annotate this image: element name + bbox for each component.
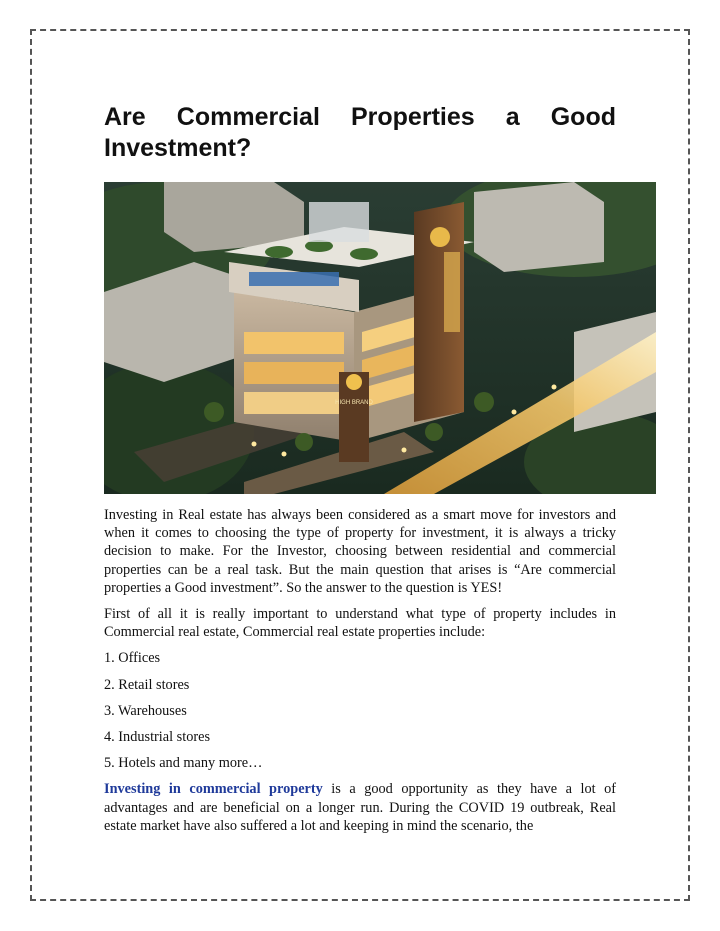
paragraph-1: Investing in Real estate has always been considered as a smart move for investors and when it comes to choosing the type of property for investment, it is always a tricky decision to make. For the Investor, choosing between residential and commercial properties can be a real task. But the main question that arises is “Are commercial properties a Good investment”. So the answer to the question is YES! xyxy=(104,507,616,596)
title-line-2: Investment? xyxy=(104,134,252,162)
paragraph-3-text: is a good opportunity as they have a lot of advantages and are beneficial on a longer run. During the COVID 19 outbreak, Real estate market have also suffered a lot and keeping in mind the scenario, the xyxy=(104,781,616,834)
list-item: 2. Retail stores xyxy=(104,676,190,693)
page-title xyxy=(104,102,616,164)
title-line-1: Are Commercial Properties a Good xyxy=(104,103,616,131)
document-content xyxy=(104,102,616,843)
commercial-property-link[interactable]: Investing in commercial property xyxy=(104,781,323,798)
commercial-building-image xyxy=(104,182,656,494)
article-body xyxy=(104,506,616,835)
list-item: 1. Offices xyxy=(104,650,161,667)
building-illustration xyxy=(104,182,656,494)
paragraph-2: First of all it is really important to understand what type of property includes in Commercial real estate, Commercial real estate properties include: xyxy=(104,606,616,641)
list-item: 4. Industrial stores xyxy=(104,729,211,746)
list-item: 3. Warehouses xyxy=(104,702,187,719)
paragraph-3 xyxy=(104,780,616,835)
list-item: 5. Hotels and many more… xyxy=(104,755,263,772)
building-sign: HIGH BRAND xyxy=(335,400,373,406)
